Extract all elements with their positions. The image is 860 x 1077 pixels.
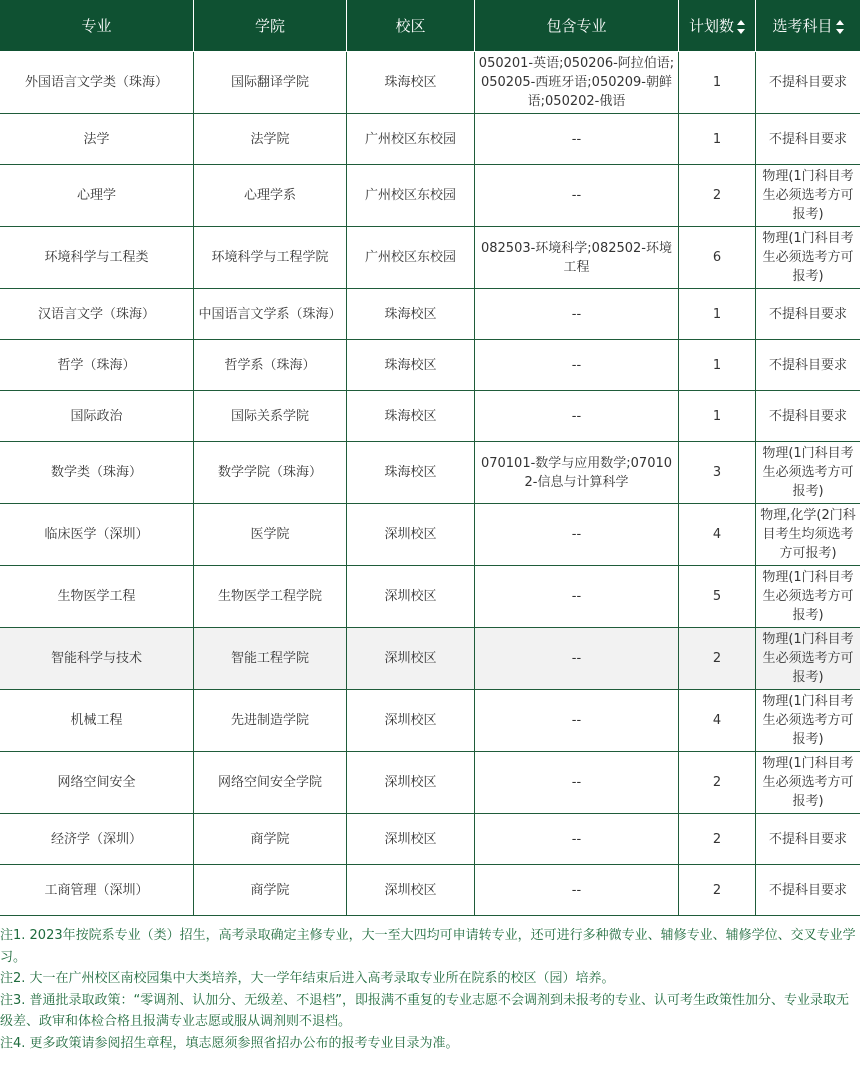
table-row xyxy=(0,865,860,916)
header-subjects[interactable]: 选考科目 xyxy=(756,0,860,52)
cell-plan: 1 xyxy=(679,289,756,340)
cell-major: 智能科学与技术 xyxy=(0,628,194,690)
cell-major: 网络空间安全 xyxy=(0,752,194,814)
sort-icon[interactable] xyxy=(836,20,844,34)
table-row xyxy=(0,504,860,566)
table-row xyxy=(0,340,860,391)
cell-included: -- xyxy=(475,628,679,690)
cell-subjects: 不提科目要求 xyxy=(756,52,860,114)
cell-subjects: 物理(1门科目考生必须选考方可报考) xyxy=(756,442,860,504)
cell-major: 经济学（深圳） xyxy=(0,814,194,865)
cell-college: 网络空间安全学院 xyxy=(194,752,347,814)
cell-plan: 2 xyxy=(679,752,756,814)
cell-subjects: 物理(1门科目考生必须选考方可报考) xyxy=(756,628,860,690)
cell-college: 商学院 xyxy=(194,814,347,865)
note-4: 注4. 更多政策请参阅招生章程，填志愿须参照省招办公布的报考专业目录为准。 xyxy=(0,1035,459,1051)
cell-major: 汉语言文学（珠海） xyxy=(0,289,194,340)
table-row xyxy=(0,227,860,289)
cell-included: 070101-数学与应用数学;070102-信息与计算科学 xyxy=(475,442,679,504)
cell-included: 082503-环境科学;082502-环境工程 xyxy=(475,227,679,289)
table-row xyxy=(0,52,860,114)
cell-campus: 珠海校区 xyxy=(347,289,475,340)
cell-college: 先进制造学院 xyxy=(194,690,347,752)
table-row xyxy=(0,628,860,690)
cell-subjects: 物理(1门科目考生必须选考方可报考) xyxy=(756,752,860,814)
cell-campus: 珠海校区 xyxy=(347,442,475,504)
cell-major: 工商管理（深圳） xyxy=(0,865,194,916)
table-row xyxy=(0,752,860,814)
cell-subjects: 不提科目要求 xyxy=(756,114,860,165)
table-row xyxy=(0,690,860,752)
cell-subjects: 不提科目要求 xyxy=(756,289,860,340)
cell-subjects: 不提科目要求 xyxy=(756,865,860,916)
cell-major: 环境科学与工程类 xyxy=(0,227,194,289)
cell-major: 数学类（珠海） xyxy=(0,442,194,504)
cell-included: 050201-英语;050206-阿拉伯语;050205-西班牙语;050209-朝鲜语;050202-俄语 xyxy=(475,52,679,114)
header-major: 专业 xyxy=(0,0,194,52)
cell-college: 心理学系 xyxy=(194,165,347,227)
cell-plan: 1 xyxy=(679,391,756,442)
cell-campus: 深圳校区 xyxy=(347,566,475,628)
table-row xyxy=(0,114,860,165)
cell-campus: 广州校区东校园 xyxy=(347,227,475,289)
cell-plan: 4 xyxy=(679,690,756,752)
sort-icon[interactable] xyxy=(737,20,745,34)
cell-included: -- xyxy=(475,865,679,916)
cell-college: 数学学院（珠海） xyxy=(194,442,347,504)
cell-college: 哲学系（珠海） xyxy=(194,340,347,391)
cell-campus: 珠海校区 xyxy=(347,340,475,391)
table-row xyxy=(0,442,860,504)
cell-included: -- xyxy=(475,165,679,227)
note-3: 注3. 普通批录取政策：“零调剂、认加分、无级差、不退档”，即报满不重复的专业志愿不会调剂到未报考的专业、认可考生政策性加分、专业录取无级差、政审和体检合格且报满专业志愿或服从调剂则不退档。 xyxy=(0,992,850,1029)
cell-subjects: 物理(1门科目考生必须选考方可报考) xyxy=(756,227,860,289)
notes xyxy=(0,916,860,1054)
cell-included: -- xyxy=(475,114,679,165)
cell-subjects: 物理,化学(2门科目考生均须选考方可报考) xyxy=(756,504,860,566)
cell-major: 生物医学工程 xyxy=(0,566,194,628)
cell-campus: 深圳校区 xyxy=(347,865,475,916)
cell-subjects: 物理(1门科目考生必须选考方可报考) xyxy=(756,566,860,628)
cell-plan: 3 xyxy=(679,442,756,504)
cell-major: 哲学（珠海） xyxy=(0,340,194,391)
cell-included: -- xyxy=(475,690,679,752)
cell-college: 生物医学工程学院 xyxy=(194,566,347,628)
cell-college: 国际关系学院 xyxy=(194,391,347,442)
cell-college: 中国语言文学系（珠海） xyxy=(194,289,347,340)
cell-plan: 1 xyxy=(679,114,756,165)
cell-campus: 深圳校区 xyxy=(347,628,475,690)
cell-campus: 珠海校区 xyxy=(347,52,475,114)
note-2: 注2. 大一在广州校区南校园集中大类培养，大一学年结束后进入高考录取专业所在院系的校区（园）培养。 xyxy=(0,971,615,986)
table-row xyxy=(0,165,860,227)
cell-campus: 深圳校区 xyxy=(347,752,475,814)
cell-college: 医学院 xyxy=(194,504,347,566)
cell-included: -- xyxy=(475,391,679,442)
cell-plan: 6 xyxy=(679,227,756,289)
table-row xyxy=(0,814,860,865)
cell-college: 国际翻译学院 xyxy=(194,52,347,114)
cell-included: -- xyxy=(475,504,679,566)
table-row xyxy=(0,289,860,340)
table-header-row xyxy=(0,0,860,52)
table-row xyxy=(0,391,860,442)
cell-major: 国际政治 xyxy=(0,391,194,442)
cell-subjects: 不提科目要求 xyxy=(756,814,860,865)
cell-subjects: 物理(1门科目考生必须选考方可报考) xyxy=(756,165,860,227)
header-college: 学院 xyxy=(194,0,347,52)
cell-campus: 深圳校区 xyxy=(347,504,475,566)
cell-plan: 2 xyxy=(679,814,756,865)
cell-included: -- xyxy=(475,289,679,340)
cell-major: 外国语言文学类（珠海） xyxy=(0,52,194,114)
note-1: 注1. 2023年按院系专业（类）招生，高考录取确定主修专业，大一至大四均可申请转专业，还可进行多种微专业、辅修专业、辅修学位、交叉专业学习。 xyxy=(0,928,856,965)
cell-included: -- xyxy=(475,340,679,391)
cell-college: 法学院 xyxy=(194,114,347,165)
cell-plan: 2 xyxy=(679,165,756,227)
cell-campus: 深圳校区 xyxy=(347,814,475,865)
cell-included: -- xyxy=(475,814,679,865)
cell-plan: 2 xyxy=(679,865,756,916)
header-plan[interactable]: 计划数 xyxy=(679,0,756,52)
cell-major: 心理学 xyxy=(0,165,194,227)
cell-campus: 珠海校区 xyxy=(347,391,475,442)
cell-subjects: 不提科目要求 xyxy=(756,340,860,391)
cell-college: 智能工程学院 xyxy=(194,628,347,690)
cell-campus: 深圳校区 xyxy=(347,690,475,752)
cell-campus: 广州校区东校园 xyxy=(347,114,475,165)
cell-subjects: 物理(1门科目考生必须选考方可报考) xyxy=(756,690,860,752)
table-row xyxy=(0,566,860,628)
cell-college: 环境科学与工程学院 xyxy=(194,227,347,289)
cell-subjects: 不提科目要求 xyxy=(756,391,860,442)
cell-plan: 2 xyxy=(679,628,756,690)
header-included: 包含专业 xyxy=(475,0,679,52)
cell-college: 商学院 xyxy=(194,865,347,916)
cell-plan: 1 xyxy=(679,340,756,391)
cell-major: 机械工程 xyxy=(0,690,194,752)
header-campus: 校区 xyxy=(347,0,475,52)
cell-plan: 1 xyxy=(679,52,756,114)
cell-included: -- xyxy=(475,752,679,814)
cell-major: 法学 xyxy=(0,114,194,165)
cell-major: 临床医学（深圳） xyxy=(0,504,194,566)
cell-campus: 广州校区东校园 xyxy=(347,165,475,227)
cell-included: -- xyxy=(475,566,679,628)
cell-plan: 4 xyxy=(679,504,756,566)
cell-plan: 5 xyxy=(679,566,756,628)
